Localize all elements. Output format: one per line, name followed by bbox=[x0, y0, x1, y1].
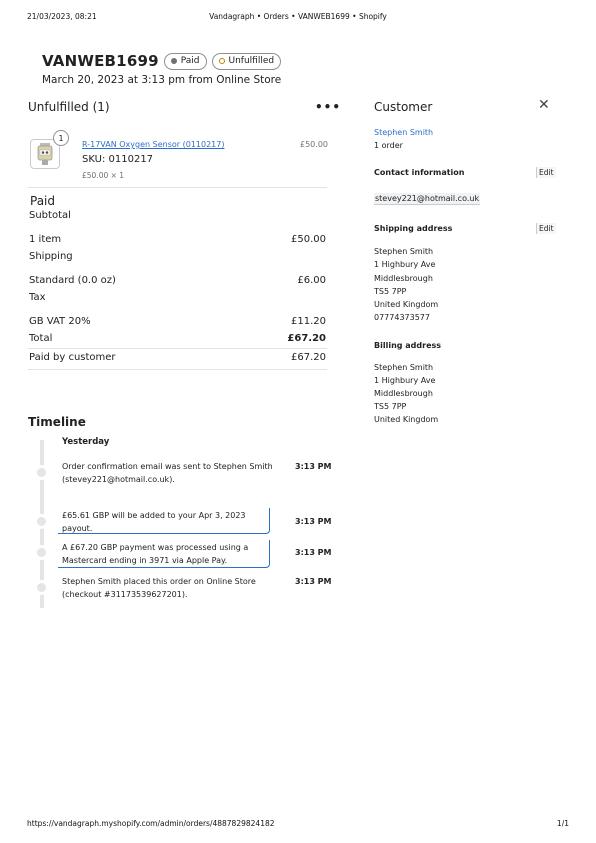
divider bbox=[28, 348, 327, 349]
product-name-link[interactable]: R-17VAN Oxygen Sensor (0110217) bbox=[82, 140, 225, 149]
unfulfilled-dot-icon bbox=[219, 58, 225, 64]
print-page-title: Vandagraph • Orders • VANWEB1699 • Shopify bbox=[209, 12, 387, 21]
timeline-dot-icon bbox=[34, 580, 49, 595]
quantity-badge: 1 bbox=[53, 130, 69, 146]
shipping-address-line: TS5 7PP bbox=[374, 287, 407, 296]
timeline-event-time: 3:13 PM bbox=[295, 548, 332, 557]
customer-email[interactable]: stevey221@hotmail.co.uk bbox=[375, 194, 480, 203]
timeline-dot-icon bbox=[34, 465, 49, 480]
shipping-method: Standard (0.0 oz) bbox=[29, 275, 116, 286]
paid-by-customer-label: Paid by customer bbox=[29, 352, 116, 363]
payment-title: Paid bbox=[30, 194, 56, 208]
timeline-event-time: 3:13 PM bbox=[295, 517, 332, 526]
paid-by-customer-value: £67.20 bbox=[291, 352, 326, 363]
timeline-event-text: Order confirmation email was sent to Stephen Smith (stevey221@hotmail.co.uk). bbox=[62, 462, 273, 484]
billing-address-line: Middlesbrough bbox=[374, 389, 433, 398]
vat-label: GB VAT 20% bbox=[29, 316, 91, 327]
contact-info-title: Contact information bbox=[374, 168, 465, 177]
billing-address-line: TS5 7PP bbox=[374, 402, 407, 411]
shipping-address-line: Middlesbrough bbox=[374, 274, 433, 283]
timeline-event-text: A £67.20 GBP payment was processed using a Mastercard ending in 3971 via Apple Pay. bbox=[62, 543, 249, 565]
billing-address-line: United Kingdom bbox=[374, 415, 439, 424]
print-page-number: 1/1 bbox=[556, 819, 569, 828]
order-header bbox=[42, 52, 281, 86]
order-id: VANWEB1699 bbox=[42, 52, 159, 70]
customer-order-count: 1 order bbox=[374, 141, 403, 150]
shipping-address-line: Stephen Smith bbox=[374, 247, 434, 256]
timeline-day: Yesterday bbox=[62, 437, 110, 447]
unfulfilled-badge-label: Unfulfilled bbox=[228, 56, 275, 66]
shipping-label: Shipping bbox=[29, 251, 73, 262]
paid-dot-icon bbox=[171, 58, 177, 64]
timeline-event-text: Stephen Smith placed this order on Online Store (checkout #31173539627201). bbox=[62, 577, 256, 599]
divider bbox=[28, 369, 327, 370]
product-sku: SKU: 0110217 bbox=[82, 154, 154, 165]
unfulfilled-badge bbox=[212, 53, 282, 70]
more-actions-icon[interactable]: ••• bbox=[315, 100, 342, 114]
timeline-event-time: 3:13 PM bbox=[295, 577, 332, 586]
total-value: £67.20 bbox=[287, 333, 326, 344]
print-url: https://vandagraph.myshopify.com/admin/orders/4887829824182 bbox=[27, 819, 275, 828]
product-unit-price: £50.00 × 1 bbox=[82, 171, 125, 180]
timeline-event-text: £65.61 GBP will be added to your Apr 3, 2023 payout. bbox=[62, 511, 246, 533]
print-datetime: 21/03/2023, 08:21 bbox=[27, 12, 97, 21]
customer-title: Customer bbox=[374, 100, 433, 114]
shipping-address-line: 1 Highbury Ave bbox=[374, 260, 436, 269]
tax-label: Tax bbox=[29, 292, 46, 303]
paid-badge bbox=[164, 53, 207, 70]
print-footer bbox=[0, 819, 596, 831]
timeline-title: Timeline bbox=[28, 415, 86, 429]
total-label: Total bbox=[29, 333, 53, 344]
billing-address-line: Stephen Smith bbox=[374, 363, 434, 372]
shipping-address-title: Shipping address bbox=[374, 224, 453, 233]
unfulfilled-title: Unfulfilled (1) bbox=[28, 100, 110, 114]
order-subtitle: March 20, 2023 at 3:13 pm from Online Store bbox=[42, 74, 282, 86]
customer-name-link[interactable]: Stephen Smith bbox=[374, 128, 434, 137]
product-total: £50.00 bbox=[300, 140, 328, 149]
shipping-value: £6.00 bbox=[297, 275, 326, 286]
edit-contact-button[interactable]: Edit bbox=[536, 167, 556, 178]
shipping-phone: 07774373577 bbox=[374, 313, 430, 322]
billing-address-title: Billing address bbox=[374, 341, 442, 350]
close-icon[interactable]: ✕ bbox=[538, 97, 550, 113]
divider bbox=[28, 187, 327, 188]
billing-address-line: 1 Highbury Ave bbox=[374, 376, 436, 385]
items-value: £50.00 bbox=[291, 234, 326, 245]
vat-value: £11.20 bbox=[291, 316, 326, 327]
paid-badge-label: Paid bbox=[180, 56, 200, 66]
shipping-address-line: United Kingdom bbox=[374, 300, 439, 309]
timeline-dot-icon bbox=[34, 514, 49, 529]
items-label: 1 item bbox=[29, 234, 62, 245]
subtotal-label: Subtotal bbox=[29, 210, 71, 221]
timeline-event-time: 3:13 PM bbox=[295, 462, 332, 471]
oxygen-sensor-image-icon bbox=[34, 142, 56, 166]
print-header bbox=[0, 12, 596, 24]
edit-shipping-button[interactable]: Edit bbox=[536, 223, 556, 234]
timeline-dot-icon bbox=[34, 545, 49, 560]
